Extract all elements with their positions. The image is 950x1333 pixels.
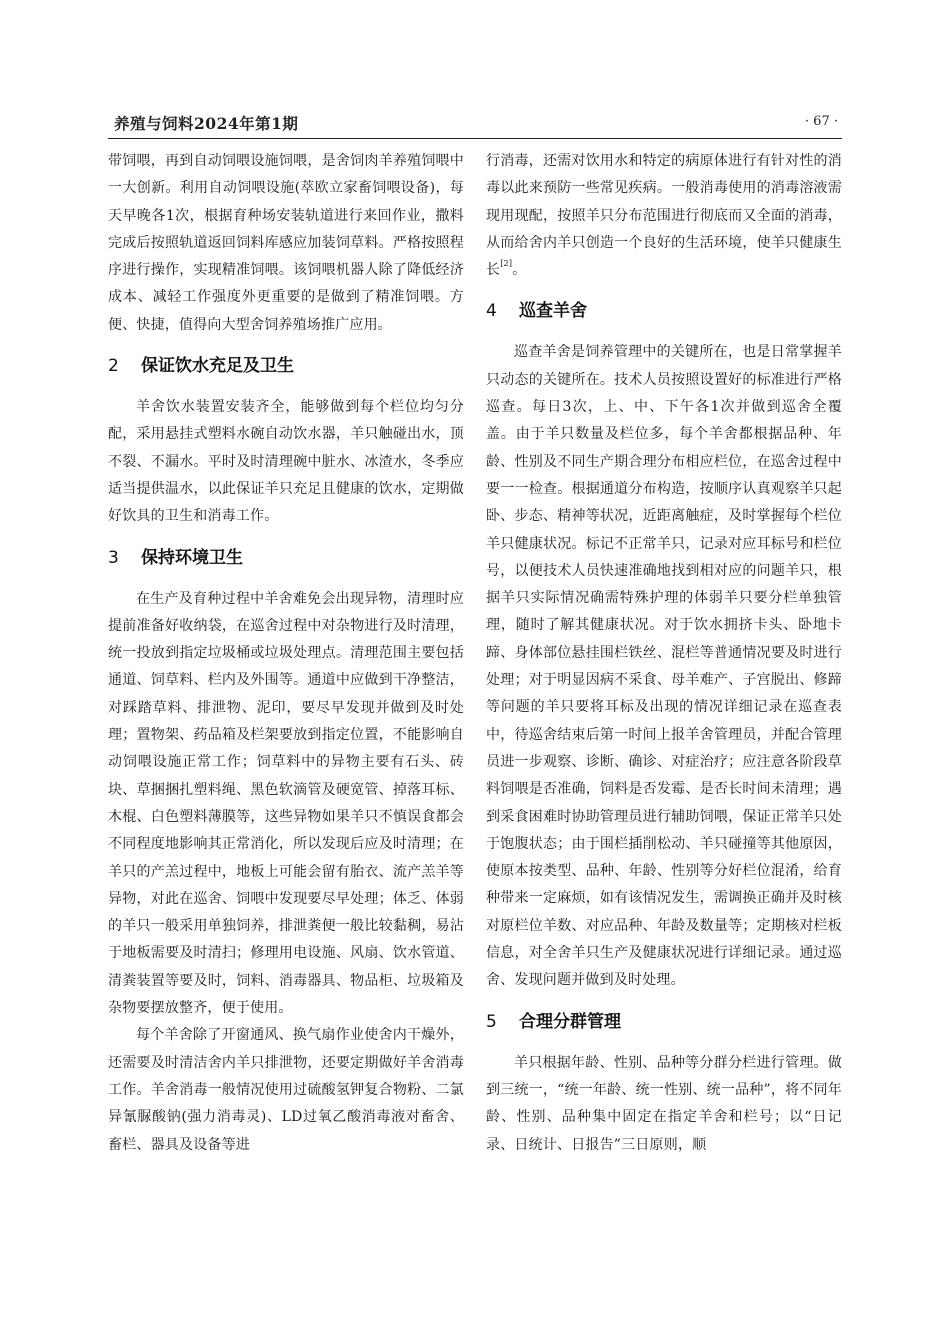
paragraph-continued: 带饲喂，再到自动饲喂设施饲喂，是舍饲肉羊养殖饲喂中一大创新。利用自动饲喂设施(萃欧立家畜饲喂设备)，每天早晚各1次，根据育种场安装轨道进行来回作业，撒料完成后按照轨道返回饲料库感应加装饲草料。严格按照程序进行操作，实现精准饲喂。该饲喂机器人除了降低经济成本、减轻工作强度外更重要的是做到了精准饲喂。方便、快捷，值得向大型舍饲养殖场推广应用。 <box>108 153 464 333</box>
section-number: 4 <box>486 301 497 322</box>
section-3-paragraph-1: 在生产及育种过程中羊舍难免会出现异物，清理时应提前准备好收纳袋，在巡舍过程中对杂物进行及时清理，统一投放到指定垃圾桶或垃圾处理点。清理范围主要包括通道、饲草料、栏内及外围等。通道中应做到干净整洁，对踩踏草料、排泄物、泥印，要尽早发现并做到及时处理；置物架、药品箱及栏架要放到指定位置，不能影响自动饲喂设施正常工作；饲草料中的异物主要有石头、砖块、草捆捆扎塑料绳、黑色软滴管及硬宽管、掉落耳标、木棍、白色塑料薄膜等，这些异物如果羊只不慎误食都会不同程度地影响其正常消化，所以发现后应及时清理；在羊只的产羔过程中，地板上可能会留有胎衣、流产羔羊等异物，对此在巡舍、饲喂中发现要尽早处理；体乏、体弱的羊只一般采用单独饲养，排泄粪便一般比较黏稠，易沾于地板需要及时清扫；修理用电设施、风扇、饮水管道、清粪装置等要及时，饲料、消毒器具、物品柜、垃圾箱及杂物要摆放整齐，便于使用。 <box>108 590 464 1017</box>
right-column <box>486 148 842 1159</box>
section-4-heading <box>486 292 842 330</box>
section-number: 2 <box>108 356 119 377</box>
left-column <box>108 148 464 1159</box>
section-title: 巡查羊舍 <box>519 301 587 322</box>
section-title: 保证饮水充足及卫生 <box>141 356 294 377</box>
citation-reference[interactable]: [2] <box>500 259 513 269</box>
paragraph-continued <box>486 148 842 284</box>
section-5-heading <box>486 1003 842 1041</box>
running-header <box>108 108 842 139</box>
section-4-paragraph: 巡查羊舍是饲养管理中的关键所在，也是日常掌握羊只动态的关键所在。技术人员按照设置好的标准进行严格巡查。每日3次，上、中、下午各1次并做到巡舍全覆盖。由于羊只数量及栏位多，每个羊舍都根据品种、年龄、性别及不同生产期合理分布相应栏位，在巡舍过程中要一一检查。根据通道分布构造，按顺序认真观察羊只起卧、步态、精神等状况，近距离触症，及时掌握每个栏位羊只健康状况。标记不正常羊只，记录对应耳标号和栏位号，以便技术人员快速准确地找到相对应的问题羊只，根据羊只实际情况确需特殊护理的体弱羊只要分栏单独管理，随时了解其健康状况。对于饮水拥挤卡头、卧地卡蹄、身体部位悬挂围栏铁丝、混栏等普通情况要及时进行处理；对于明显因病不采食、母羊难产、子宫脱出、修蹄等问题的羊只要将耳标及出现的情况详细记录在巡查表中，待巡舍结束后第一时间上报羊舍管理员，并配合管理员进一步观察、诊断、确诊、对症治疗；应注意各阶段草料饲喂是否准确，饲料是否发霉、是否长时间未清理；遇到采食困难时协助管理员进行辅助饲喂，保证正常羊只处于饱腹状态；由于围栏插削松动、羊只碰撞等其他原因，使原本按类型、品种、年龄、性别等分好栏位混淆，给育种带来一定麻烦，如有该情况发生，需调换正确并及时核对原栏位羊数、对应品种、年龄及数量等；定期核对栏板信息，对全舍羊只生产及健康状况进行详细记录。通过巡舍、发现问题并做到及时处理。 <box>486 344 842 989</box>
section-title: 保持环境卫生 <box>141 547 243 568</box>
section-3-paragraph-2: 每个羊舍除了开窗通风、换气扇作业使舍内干燥外，还需要及时清洁舍内羊只排泄物，还要定期做好羊舍消毒工作。羊舍消毒一般情况使用过硫酸氢钾复合物粉、二氯异氰脲酸钠(强力消毒灵)、LD过氧乙酸消毒液对畜舍、畜栏、器具及设备等进 <box>108 1027 464 1153</box>
page-number: · 67 · <box>804 114 838 129</box>
section-title: 合理分群管理 <box>519 1011 621 1032</box>
section-3-heading <box>108 539 464 577</box>
journal-title: 养殖与饲料2024年第1期 <box>114 114 299 133</box>
section-5-paragraph: 羊只根据年龄、性别、品种等分群分栏进行管理。做到三统一，“统一年龄、统一性别、统一品种”，将不同年龄、性别、品种集中固定在指定羊舍和栏号；以“日记录、日统计、日报告”三日原则，顺 <box>486 1054 842 1153</box>
paragraph-end: 。 <box>512 262 527 279</box>
section-number: 5 <box>486 1011 497 1032</box>
section-number: 3 <box>108 547 119 568</box>
section-2-heading <box>108 347 464 385</box>
section-2-paragraph: 羊舍饮水装置安装齐全，能够做到每个栏位均匀分配，采用悬挂式塑料水碗自动饮水器，羊只触碰出水，顶不裂、不漏水。平时及时清理碗中脏水、冰渣水，冬季应适当提供温水，以此保证羊只充足且健康的饮水，定期做好饮具的卫生和消毒工作。 <box>108 399 464 525</box>
paragraph-text: 行消毒，还需对饮用水和特定的病原体进行有针对性的消毒以此来预防一些常见疾病。一般消毒使用的消毒溶液需现用现配，按照羊只分布范围进行彻底而又全面的消毒，从而给舍内羊只创造一个良好的生活环境，使羊只健康生长 <box>486 153 842 279</box>
